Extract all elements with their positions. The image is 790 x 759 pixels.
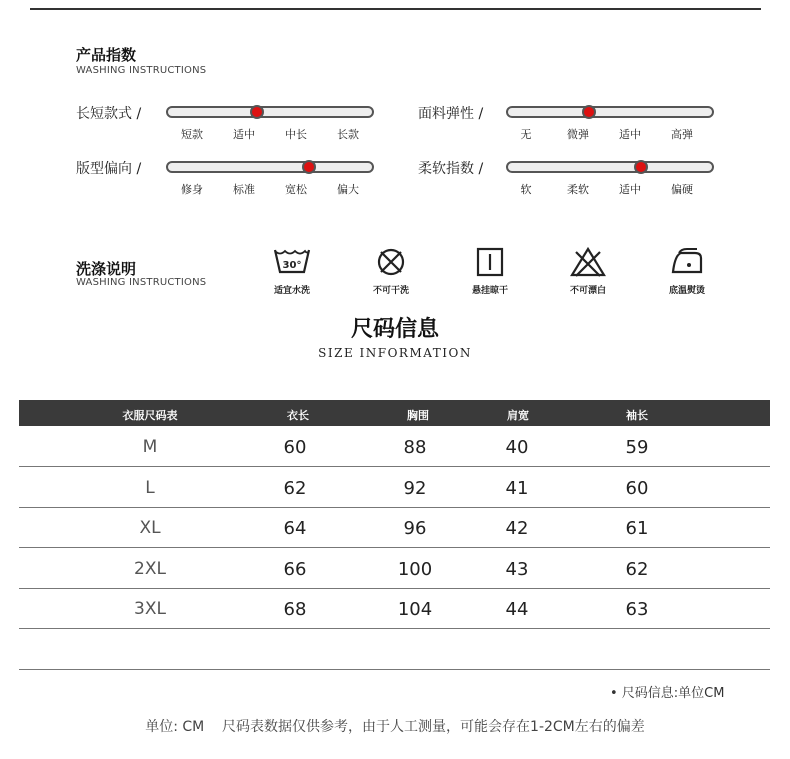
gauge-indicator: [250, 105, 264, 119]
washing-section-title: 洗涤说明: [76, 260, 137, 278]
gauge-tick-label: 偏大: [337, 183, 359, 196]
measure-cell: 44: [505, 599, 529, 620]
measure-cell: 60: [283, 437, 307, 458]
product-section-subtitle: WASHING INSTRUCTIONS: [76, 65, 207, 76]
disclaimer-footer: 单位: CM 尺码表数据仅供参考，由于人工测量，可能会存在1-2CM左右的偏差: [145, 719, 645, 735]
bottom-divider: [19, 669, 770, 670]
row-divider: [19, 628, 770, 629]
product-section-title: 产品指数: [76, 46, 137, 64]
row-divider: [19, 466, 770, 467]
gauge-tick-label: 适中: [233, 128, 255, 141]
measure-cell: 59: [625, 437, 649, 458]
care-label-no-bleach: 不可漂白: [569, 286, 606, 296]
gauge-tick-label: 高弹: [671, 128, 693, 141]
gauge-tick-label: 修身: [181, 183, 203, 196]
measure-cell: 41: [505, 477, 529, 499]
wash-30-icon: [272, 246, 312, 278]
gauge-tick-label: 微弹: [567, 128, 589, 141]
no-bleach-icon: [568, 246, 608, 278]
gauge-indicator: [302, 160, 316, 174]
gauge-indicator: [582, 105, 596, 119]
care-label-wash: 适宜水洗: [273, 286, 310, 296]
row-divider: [19, 507, 770, 508]
measure-cell: 60: [625, 477, 649, 499]
header-length: 衣长: [287, 409, 309, 422]
gauge-track: [506, 161, 714, 173]
measure-cell: 61: [625, 518, 649, 539]
measure-cell: 104: [397, 599, 433, 620]
measure-cell: 88: [403, 437, 427, 458]
care-label-low-iron: 底温熨烫: [668, 286, 705, 296]
low-iron-icon: [667, 246, 707, 278]
header-shoulder: 肩宽: [507, 409, 529, 422]
measure-cell: 62: [625, 558, 649, 580]
measure-cell: 68: [283, 599, 307, 620]
gauge-tick-label: 短款: [181, 128, 203, 141]
size-cell: 3XL: [134, 599, 166, 619]
gauge-tick-label: 标准: [233, 183, 255, 196]
row-divider: [19, 547, 770, 548]
gauge-label: 长短款式 /: [76, 106, 142, 122]
care-label-hang-dry: 悬挂晾干: [471, 286, 508, 296]
measure-cell: 63: [625, 599, 649, 620]
gauge-track: [166, 161, 374, 173]
measure-cell: 96: [403, 518, 427, 539]
gauge-label: 面料弹性 /: [418, 106, 484, 122]
washing-section-subtitle: WASHING INSTRUCTIONS: [76, 277, 207, 288]
size-section-title: 尺码信息: [350, 317, 439, 342]
size-cell: L: [145, 477, 155, 498]
measure-cell: 40: [505, 437, 529, 458]
gauge-track: [166, 106, 374, 118]
header-sleeve: 袖长: [626, 409, 648, 422]
gauge-tick-label: 无: [520, 128, 532, 141]
measure-cell: 92: [403, 477, 427, 499]
gauge-tick-label: 适中: [619, 183, 641, 196]
size-section-subtitle: SIZE INFORMATION: [318, 346, 472, 360]
top-divider: [30, 8, 761, 10]
gauge-label: 柔软指数 /: [418, 161, 484, 177]
measure-cell: 62: [283, 477, 307, 499]
measure-cell: 66: [283, 558, 307, 580]
gauge-tick-label: 宽松: [285, 183, 307, 196]
gauge-track: [506, 106, 714, 118]
measure-cell: 42: [505, 518, 529, 539]
care-label-no-dryclean: 不可干洗: [372, 286, 409, 296]
hang-dry-icon: [470, 246, 510, 278]
measure-cell: 64: [283, 518, 307, 539]
unit-note: • 尺码信息:单位CM: [610, 686, 725, 701]
header-chest: 胸围: [407, 409, 429, 422]
no-tumble-dry-icon: [371, 246, 411, 278]
gauge-tick-label: 柔软: [567, 183, 589, 196]
gauge-tick-label: 适中: [619, 128, 641, 141]
gauge-tick-label: 软: [520, 183, 532, 196]
size-cell: XL: [139, 518, 161, 538]
measure-cell: 43: [505, 558, 529, 580]
header-size: 衣服尺码表: [122, 409, 178, 422]
gauge-indicator: [634, 160, 648, 174]
wash-temp-label: 30°: [282, 260, 302, 271]
gauge-tick-label: 中长: [285, 128, 307, 141]
size-cell: 2XL: [134, 558, 166, 579]
measure-cell: 100: [397, 558, 433, 580]
row-divider: [19, 588, 770, 589]
size-cell: M: [142, 437, 158, 457]
gauge-tick-label: 长款: [337, 128, 359, 141]
gauge-label: 版型偏向 /: [76, 161, 142, 177]
gauge-tick-label: 偏硬: [671, 183, 693, 196]
